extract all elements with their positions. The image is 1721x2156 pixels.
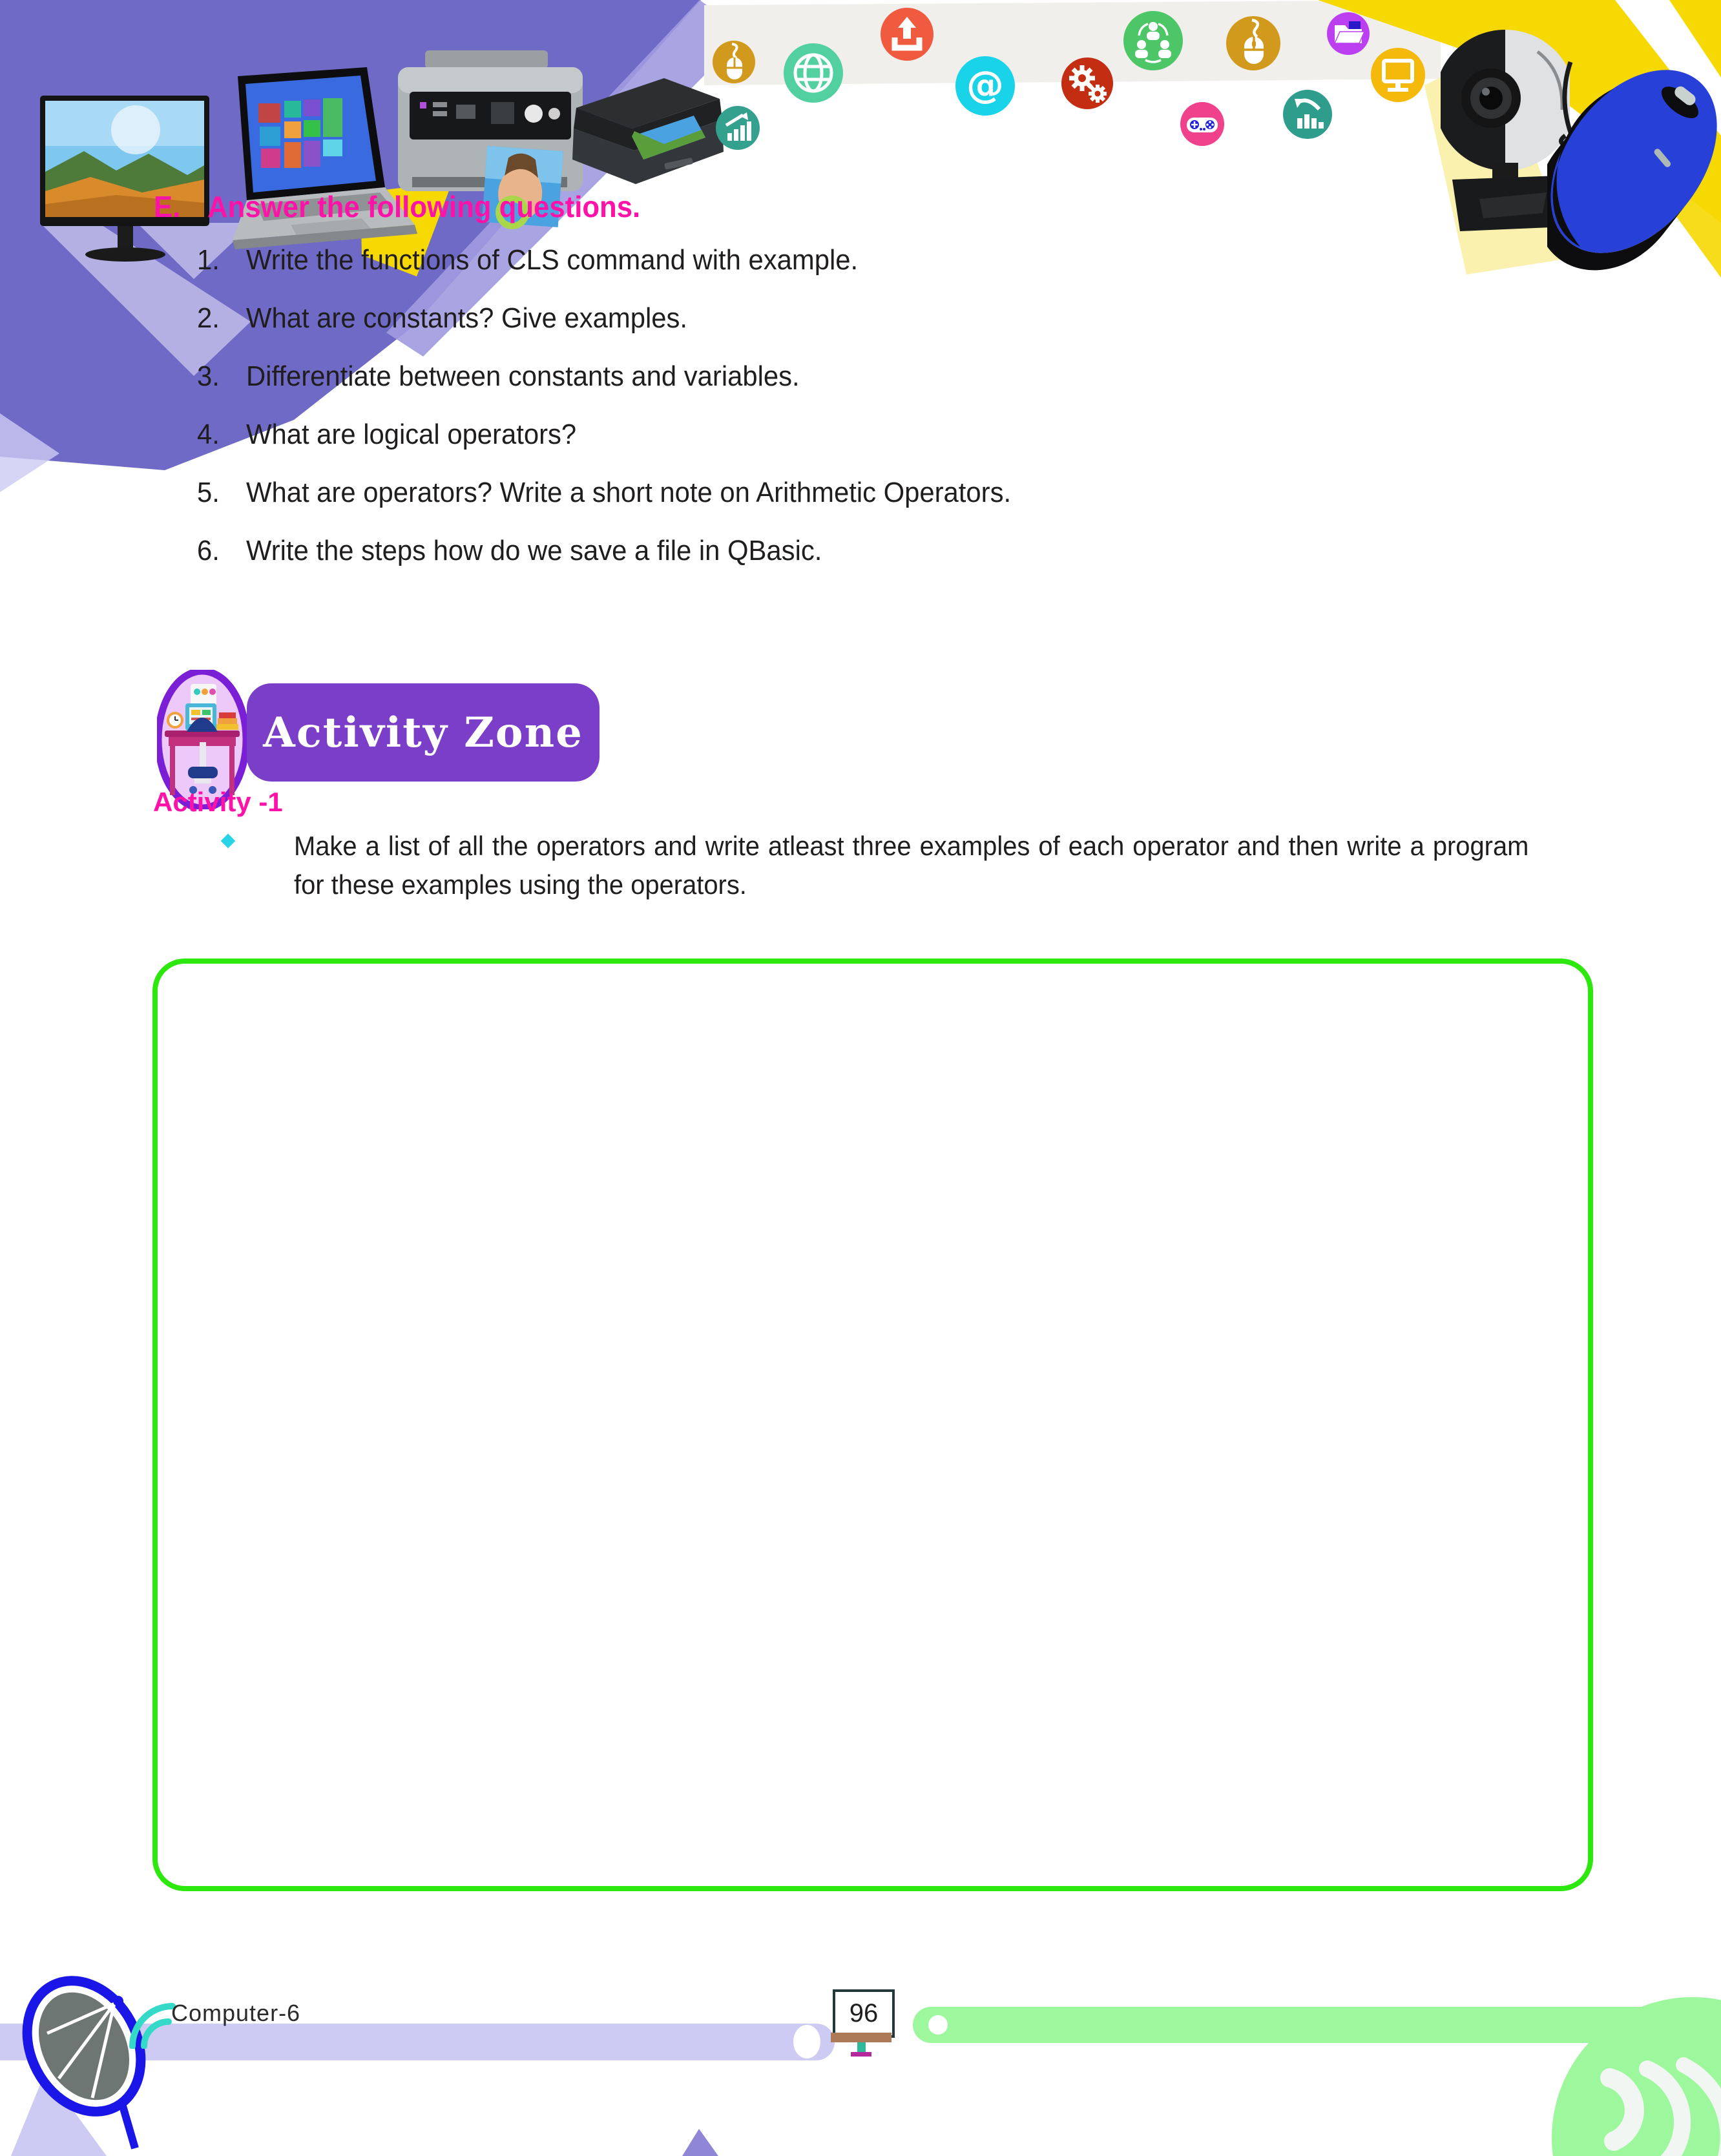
book-title: Computer-6 bbox=[171, 2000, 301, 2026]
activity-writing-box[interactable] bbox=[152, 959, 1593, 1891]
bar-chart-up-left-icon bbox=[1283, 90, 1332, 139]
at-sign-icon bbox=[955, 56, 1015, 116]
page-number-badge bbox=[833, 1989, 895, 2038]
diamond-bullet-icon bbox=[221, 834, 236, 849]
question-text: Write the functions of CLS command with example. bbox=[246, 244, 859, 276]
question-number: 3. bbox=[197, 360, 220, 392]
question-text: What are logical operators? bbox=[246, 419, 577, 450]
globe-icon bbox=[784, 43, 843, 103]
question-text: What are operators? Write a short note on Arithmetic Operators. bbox=[246, 477, 1012, 508]
page-number-badge-base bbox=[831, 2033, 892, 2042]
monitor-icon bbox=[1371, 48, 1425, 102]
question-item bbox=[197, 476, 1011, 510]
scanner-image bbox=[567, 74, 725, 203]
footer-bar-dot bbox=[793, 2025, 820, 2058]
page-number-badge-stem bbox=[857, 2042, 866, 2053]
section-heading bbox=[154, 189, 640, 224]
activity-zone-banner bbox=[247, 683, 600, 782]
mouse-icon-2 bbox=[1226, 16, 1280, 70]
gamepad-icon bbox=[1180, 102, 1224, 146]
section-label: E. bbox=[154, 190, 181, 223]
question-item bbox=[197, 244, 858, 277]
page-number: 96 bbox=[849, 1999, 879, 2027]
activity-instruction: Make a list of all the operators and write atleast three examples of each operator and then write a program for these examples using the operators. bbox=[294, 831, 1529, 900]
svg-text:@: @ bbox=[966, 63, 1004, 107]
footer-bar-dot bbox=[928, 2015, 948, 2035]
question-number: 6. bbox=[197, 535, 220, 566]
question-item bbox=[197, 302, 687, 335]
gears-icon bbox=[1061, 57, 1113, 109]
question-text: What are constants? Give examples. bbox=[246, 302, 688, 334]
activity-label: Activity -1 bbox=[153, 787, 283, 817]
computer-mouse-image bbox=[1547, 39, 1721, 284]
activity-zone-title: Activity Zone bbox=[263, 708, 583, 757]
footer-green-satellite-image bbox=[1538, 1993, 1721, 2156]
folder-icon bbox=[1327, 12, 1370, 55]
section-title: Answer the following questions. bbox=[207, 190, 641, 223]
question-text: Differentiate between constants and variables. bbox=[246, 360, 800, 392]
upload-icon bbox=[881, 8, 934, 61]
people-network-icon bbox=[1123, 11, 1183, 70]
question-text: Write the steps how do we save a file in QBasic. bbox=[246, 535, 822, 566]
question-number: 2. bbox=[197, 302, 220, 334]
page-number-badge-foot bbox=[851, 2052, 871, 2057]
question-item bbox=[197, 418, 576, 451]
desktop-monitor-image bbox=[39, 94, 213, 264]
question-number: 4. bbox=[197, 419, 220, 450]
question-item bbox=[197, 534, 822, 568]
question-item bbox=[197, 360, 800, 393]
question-number: 1. bbox=[197, 244, 220, 276]
bottom-edge-triangle bbox=[682, 2129, 718, 2156]
question-number: 5. bbox=[197, 477, 220, 508]
mouse-icon bbox=[713, 41, 755, 83]
bar-chart-up-icon bbox=[716, 106, 760, 150]
